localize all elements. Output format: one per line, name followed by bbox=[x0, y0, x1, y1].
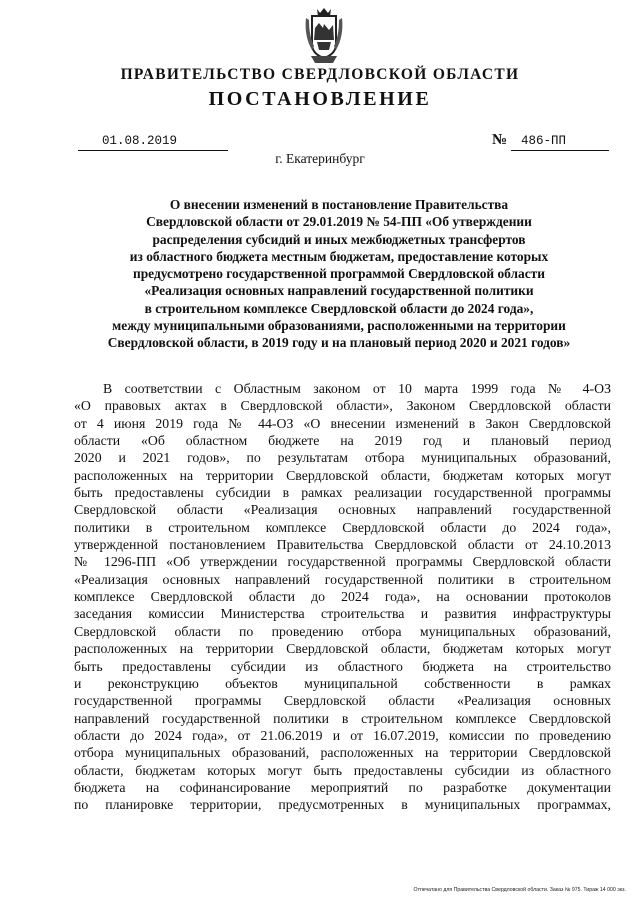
body-line: расположенных на территории Свердловской области, бюджетам которых могут bbox=[74, 467, 611, 483]
title-line: в строительном комплексе Свердловской области до 2024 года», bbox=[144, 300, 534, 316]
body-line: утвержденной постановлением Правительства Свердловской области от 24.10.2013 bbox=[74, 537, 611, 553]
body-line: быть предоставлены субсидии из областного бюджета на строительство bbox=[74, 658, 611, 674]
title-line: Свердловской области, в 2019 году и на плановый период 2020 и 2021 годов» bbox=[107, 335, 571, 351]
government-name: ПРАВИТЕЛЬСТВО СВЕРДЛОВСКОЙ ОБЛАСТИ bbox=[120, 66, 520, 83]
body-line: Свердловской области «Реализация основных направлений государственной bbox=[74, 502, 611, 518]
body-line: и реконструкцию объектов муниципальной собственности в рамках bbox=[74, 675, 611, 691]
body-line: комплексе Свердловской области до 2024 года», на основании протоколов bbox=[74, 589, 611, 605]
title-line: распределения субсидий и иных межбюджетных трансфертов bbox=[152, 231, 526, 247]
number-sign: № bbox=[492, 132, 508, 148]
title-line: Свердловской области от 29.01.2019 № 54-ПП «Об утверждении bbox=[146, 214, 532, 230]
document-type: ПОСТАНОВЛЕНИЕ bbox=[208, 88, 432, 110]
body-line: «Реализация основных направлений государственной политики в строительном bbox=[74, 571, 611, 587]
body-line: отбора муниципальных образований, расположенных на территории Свердловской bbox=[74, 745, 611, 761]
body-line: В соответствии с Областным законом от 10 марта 1999 года № 4-ОЗ bbox=[103, 381, 611, 396]
title-line: между муниципальными образованиями, расположенными на территории bbox=[112, 318, 566, 334]
body-line: Свердловской области по проведению отбора муниципальных образований, bbox=[74, 623, 611, 639]
title-line: О внесении изменений в постановление Правительства bbox=[169, 197, 509, 212]
body-line: государственной программы Свердловской области «Реализация основных bbox=[74, 693, 611, 709]
document-date: 01.08.2019 bbox=[102, 134, 178, 148]
coat-of-arms-icon bbox=[303, 6, 345, 66]
body-line: «О правовых актах в Свердловской области», Законом Свердловской области bbox=[74, 398, 611, 414]
body-line: направлений государственной политики в строительном комплексе Свердловской bbox=[74, 710, 611, 726]
body-line: расположенных на территории Свердловской области, бюджетам которых могут bbox=[74, 641, 611, 657]
title-line: из областного бюджета местным бюджетам, предоставление которых bbox=[129, 248, 549, 264]
coat-of-arms-emblem bbox=[303, 6, 345, 66]
body-line: области «Об областном бюджете на 2019 год и плановый период bbox=[74, 433, 611, 449]
body-line: бюджета на софинансирование мероприятий по разработке документации bbox=[74, 779, 611, 795]
title-line: «Реализация основных направлений государственной политики bbox=[144, 283, 534, 299]
body-line: по планировке территории, предусмотренных в муниципальных программах, bbox=[74, 797, 611, 813]
document-number: 486-ПП bbox=[521, 134, 567, 148]
body-line: области до 2024 года», от 21.06.2019 и от 16.07.2019, комиссии по проведению bbox=[74, 727, 611, 743]
city: г. Екатеринбург bbox=[275, 151, 365, 166]
title-line: предусмотрено государственной программой Свердловской области bbox=[133, 266, 545, 282]
body-line: № 1296-ПП «Об утверждении государственной программы Свердловской области bbox=[74, 554, 611, 570]
body-line: заседания комиссии Министерства строительства и развития инфраструктуры bbox=[74, 606, 611, 622]
body-line: 2020 и 2021 годов», по результатам отбора муниципальных образований, bbox=[74, 450, 611, 466]
body-line: быть предоставлены субсидии в рамках реализации государственной программы bbox=[74, 485, 611, 501]
body-line: политики в строительном комплексе Свердловской области до 2024 года», bbox=[74, 519, 611, 535]
body-line: области, бюджетам которых могут быть предоставлены субсидии из областного bbox=[74, 762, 611, 778]
body-line: от 4 июня 2019 года № 44-ОЗ «О внесении изменений в Закон Свердловской bbox=[74, 415, 611, 431]
document-title bbox=[74, 196, 604, 352]
print-footer-note: Отпечатано для Правительства Свердловской области. Заказ № 975. Тираж 14 000 экз. bbox=[413, 887, 626, 893]
body-text bbox=[74, 380, 611, 814]
date-field bbox=[78, 134, 228, 151]
number-field bbox=[511, 134, 609, 151]
